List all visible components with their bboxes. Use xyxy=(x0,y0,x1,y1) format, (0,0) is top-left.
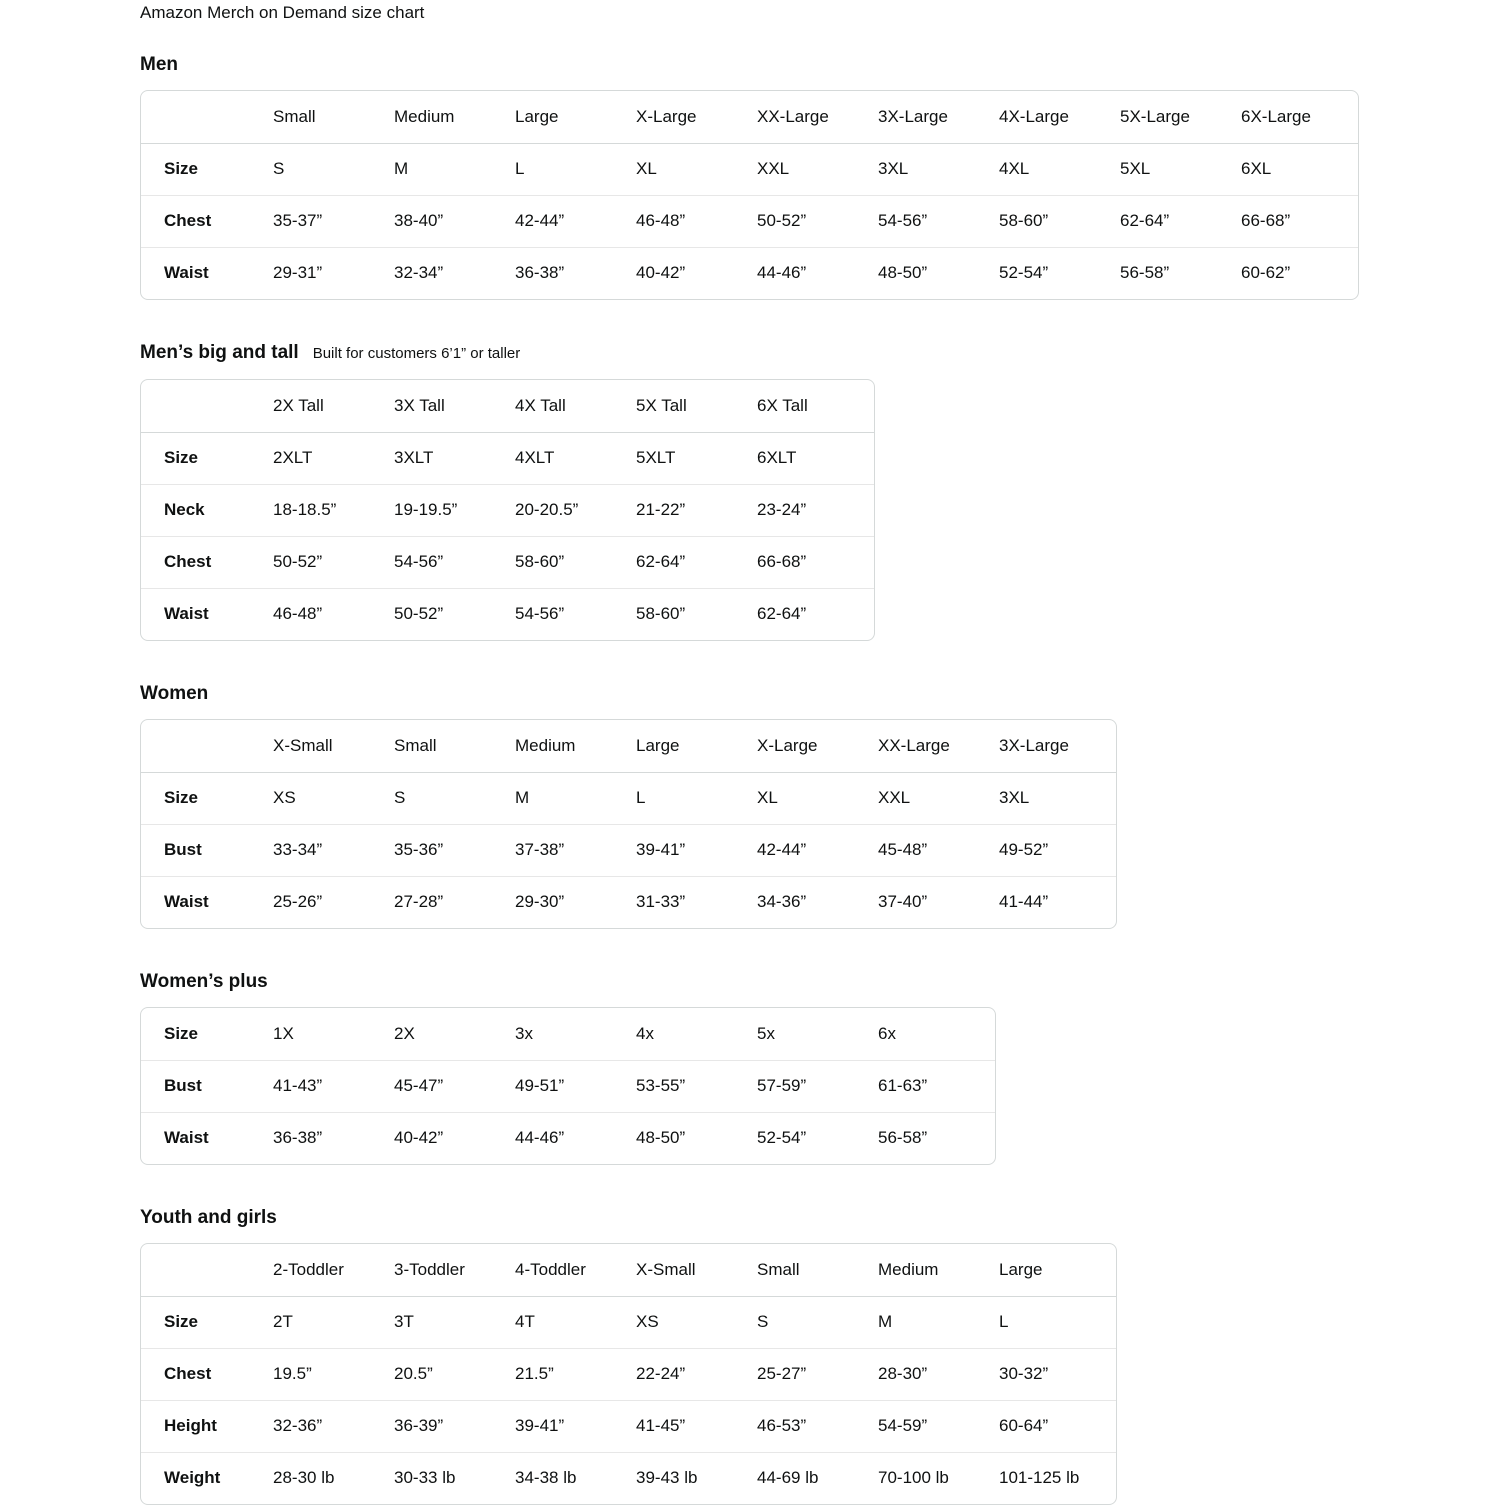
cell-value: 48-50” xyxy=(634,1112,755,1164)
table-row-chest xyxy=(141,536,875,588)
table-row-waist xyxy=(141,247,1359,299)
cell-value: L xyxy=(634,772,755,824)
column-header: 5X-Large xyxy=(1120,106,1190,126)
column-header: 3X Tall xyxy=(394,395,445,415)
cell-value: 23-24” xyxy=(755,484,875,536)
cell-value: 27-28” xyxy=(392,876,513,928)
cell-value: 62-64” xyxy=(755,588,875,640)
section-heading-youth-and-girls: Youth and girls xyxy=(140,1207,277,1228)
cell-value: 36-38” xyxy=(271,1112,392,1164)
cell-value: 39-43 lb xyxy=(634,1452,755,1504)
row-label: Size xyxy=(141,143,271,195)
table-row-size xyxy=(141,1296,1117,1348)
cell-value: 40-42” xyxy=(634,247,755,299)
cell-value: 54-56” xyxy=(876,195,997,247)
size-table-youth-and-girls xyxy=(140,1243,1117,1505)
size-table-womens-plus xyxy=(140,1007,996,1165)
column-header: 5X Tall xyxy=(636,395,687,415)
row-label: Chest xyxy=(141,1348,271,1400)
row-label: Size xyxy=(141,1296,271,1348)
cell-value: 62-64” xyxy=(1118,195,1239,247)
cell-value: 41-44” xyxy=(997,876,1117,928)
table-row-size xyxy=(141,143,1359,195)
size-table-grid-youth-and-girls xyxy=(141,1244,1117,1504)
section-subtitle: Built for customers 6’1” or taller xyxy=(312,345,521,362)
table-row-neck xyxy=(141,484,875,536)
table-row-size xyxy=(141,432,875,484)
cell-value: 1X xyxy=(273,1023,294,1043)
column-header: 6X Tall xyxy=(757,395,808,415)
section-heading-mens-big-and-tall: Men’s big and tall Built for customers 6’1” or taller xyxy=(140,342,521,363)
column-header: XX-Large xyxy=(878,735,950,755)
cell-value: 29-30” xyxy=(513,876,634,928)
cell-value: M xyxy=(392,143,513,195)
cell-value: 60-62” xyxy=(1239,247,1359,299)
cell-value: L xyxy=(513,143,634,195)
table-row-height xyxy=(141,1400,1117,1452)
column-header: Medium xyxy=(515,735,576,755)
column-header: Medium xyxy=(394,106,455,126)
cell-value: 49-52” xyxy=(997,824,1117,876)
cell-value: 3x xyxy=(515,1023,533,1043)
cell-value: 29-31” xyxy=(271,247,392,299)
row-label-spacer xyxy=(141,380,271,432)
column-header: X-Large xyxy=(636,106,697,126)
column-header: Large xyxy=(999,1259,1043,1279)
column-header: 3X-Large xyxy=(878,106,948,126)
cell-value: XS xyxy=(634,1296,755,1348)
cell-value: 5XLT xyxy=(634,432,755,484)
cell-value: 2T xyxy=(271,1296,392,1348)
row-label: Chest xyxy=(141,195,271,247)
table-row-bust xyxy=(141,824,1117,876)
cell-value: 22-24” xyxy=(634,1348,755,1400)
column-header: Small xyxy=(757,1259,800,1279)
column-header: 3-Toddler xyxy=(394,1259,465,1279)
column-header: Small xyxy=(394,735,437,755)
column-header-row xyxy=(141,91,1359,143)
cell-value: 3XL xyxy=(876,143,997,195)
row-label: Neck xyxy=(141,484,271,536)
cell-value: S xyxy=(755,1296,876,1348)
size-table-mens-big-and-tall xyxy=(140,379,875,641)
cell-value: 54-56” xyxy=(513,588,634,640)
row-label: Waist xyxy=(141,247,271,299)
cell-value: 5XL xyxy=(1118,143,1239,195)
column-header: Medium xyxy=(878,1259,939,1279)
row-label: Bust xyxy=(141,1060,271,1112)
cell-value: 6XLT xyxy=(755,432,875,484)
cell-value: S xyxy=(392,772,513,824)
column-header: 4-Toddler xyxy=(515,1259,586,1279)
cell-value: 45-47” xyxy=(392,1060,513,1112)
cell-value: 33-34” xyxy=(271,824,392,876)
cell-value: 39-41” xyxy=(513,1400,634,1452)
cell-value: 46-53” xyxy=(755,1400,876,1452)
cell-value: 32-36” xyxy=(271,1400,392,1452)
cell-value: 37-38” xyxy=(513,824,634,876)
cell-value: XL xyxy=(755,772,876,824)
section-mens-big-and-tall xyxy=(140,340,1499,641)
cell-value: 66-68” xyxy=(755,536,875,588)
cell-value: 35-36” xyxy=(392,824,513,876)
row-label: Bust xyxy=(141,824,271,876)
size-table-grid-womens-plus xyxy=(141,1008,996,1164)
cell-value: 56-58” xyxy=(1118,247,1239,299)
row-label-spacer xyxy=(141,91,271,143)
size-table-grid-mens-big-and-tall xyxy=(141,380,875,640)
cell-value: 18-18.5” xyxy=(271,484,392,536)
cell-value: 25-26” xyxy=(271,876,392,928)
cell-value: 46-48” xyxy=(634,195,755,247)
column-header: X-Small xyxy=(273,735,333,755)
cell-value: 36-38” xyxy=(513,247,634,299)
cell-value: M xyxy=(876,1296,997,1348)
column-header: 2X Tall xyxy=(273,395,324,415)
cell-value: 58-60” xyxy=(634,588,755,640)
cell-value: 41-43” xyxy=(271,1060,392,1112)
row-label-spacer xyxy=(141,1244,271,1296)
cell-value: 54-56” xyxy=(392,536,513,588)
cell-value: 30-33 lb xyxy=(392,1452,513,1504)
cell-value: 66-68” xyxy=(1239,195,1359,247)
cell-value: 46-48” xyxy=(271,588,392,640)
cell-value: 50-52” xyxy=(755,195,876,247)
row-label-spacer xyxy=(141,720,271,772)
section-men xyxy=(140,52,1499,300)
cell-value: 52-54” xyxy=(997,247,1118,299)
cell-value: S xyxy=(271,143,392,195)
cell-value: L xyxy=(997,1296,1117,1348)
table-row-waist xyxy=(141,1112,996,1164)
cell-value: 58-60” xyxy=(997,195,1118,247)
cell-value: 3T xyxy=(392,1296,513,1348)
cell-value: XL xyxy=(634,143,755,195)
cell-value: 58-60” xyxy=(513,536,634,588)
row-label: Size xyxy=(141,772,271,824)
cell-value: 60-64” xyxy=(997,1400,1117,1452)
cell-value: 44-46” xyxy=(513,1112,634,1164)
cell-value: XS xyxy=(271,772,392,824)
cell-value: 44-69 lb xyxy=(755,1452,876,1504)
cell-value: 39-41” xyxy=(634,824,755,876)
cell-value: 2XLT xyxy=(271,432,392,484)
cell-value: 4XLT xyxy=(513,432,634,484)
cell-value: 3XLT xyxy=(392,432,513,484)
row-label: Weight xyxy=(141,1452,271,1504)
cell-value: 4XL xyxy=(997,143,1118,195)
cell-value: 32-34” xyxy=(392,247,513,299)
column-header: X-Small xyxy=(636,1259,696,1279)
column-header-row xyxy=(141,380,875,432)
cell-value: 50-52” xyxy=(271,536,392,588)
cell-value: 42-44” xyxy=(755,824,876,876)
cell-value: 4T xyxy=(513,1296,634,1348)
cell-value: 44-46” xyxy=(755,247,876,299)
cell-value: M xyxy=(513,772,634,824)
size-table-grid-men xyxy=(141,91,1359,299)
cell-value: 62-64” xyxy=(634,536,755,588)
section-heading-women: Women xyxy=(140,683,209,704)
size-table-grid-women xyxy=(141,720,1117,928)
cell-value: 20-20.5” xyxy=(513,484,634,536)
cell-value: 28-30” xyxy=(876,1348,997,1400)
column-header: 2-Toddler xyxy=(273,1259,344,1279)
column-header: Large xyxy=(636,735,680,755)
row-label: Waist xyxy=(141,1112,271,1164)
section-heading-men: Men xyxy=(140,54,178,75)
column-header: XX-Large xyxy=(757,106,829,126)
cell-value: 34-38 lb xyxy=(513,1452,634,1504)
cell-value: 56-58” xyxy=(876,1112,996,1164)
size-table-women xyxy=(140,719,1117,929)
cell-value: 21-22” xyxy=(634,484,755,536)
page-title: Amazon Merch on Demand size chart xyxy=(140,3,425,22)
column-header: 4X Tall xyxy=(515,395,566,415)
column-header: 4X-Large xyxy=(999,106,1069,126)
cell-value: 37-40” xyxy=(876,876,997,928)
section-womens-plus xyxy=(140,969,1499,1165)
cell-value: 35-37” xyxy=(271,195,392,247)
cell-value: 54-59” xyxy=(876,1400,997,1452)
cell-value: 30-32” xyxy=(997,1348,1117,1400)
cell-value: 20.5” xyxy=(392,1348,513,1400)
cell-value: 31-33” xyxy=(634,876,755,928)
row-label: Size xyxy=(164,1023,199,1043)
cell-value: 48-50” xyxy=(876,247,997,299)
column-header: 3X-Large xyxy=(999,735,1069,755)
cell-value: 41-45” xyxy=(634,1400,755,1452)
cell-value: 101-125 lb xyxy=(997,1452,1117,1504)
cell-value: 2X xyxy=(394,1023,415,1043)
cell-value: 40-42” xyxy=(392,1112,513,1164)
section-women xyxy=(140,681,1499,929)
cell-value: 21.5” xyxy=(513,1348,634,1400)
cell-value: 34-36” xyxy=(755,876,876,928)
table-row-chest xyxy=(141,1348,1117,1400)
column-header-row xyxy=(141,720,1117,772)
column-header-row xyxy=(141,1244,1117,1296)
cell-value: 38-40” xyxy=(392,195,513,247)
table-row-chest xyxy=(141,195,1359,247)
cell-value: 25-27” xyxy=(755,1348,876,1400)
cell-value: 6x xyxy=(878,1023,896,1043)
cell-value: 61-63” xyxy=(876,1060,996,1112)
table-row-weight xyxy=(141,1452,1117,1504)
cell-value: 36-39” xyxy=(392,1400,513,1452)
column-header: Small xyxy=(273,106,316,126)
cell-value: 45-48” xyxy=(876,824,997,876)
table-row-waist xyxy=(141,876,1117,928)
row-label: Size xyxy=(141,432,271,484)
row-label: Waist xyxy=(141,876,271,928)
table-row-size xyxy=(141,772,1117,824)
cell-value: XXL xyxy=(755,143,876,195)
row-label: Height xyxy=(141,1400,271,1452)
row-label: Chest xyxy=(141,536,271,588)
cell-value: 5x xyxy=(757,1023,775,1043)
cell-value: 70-100 lb xyxy=(876,1452,997,1504)
cell-value: 6XL xyxy=(1239,143,1359,195)
cell-value: 53-55” xyxy=(634,1060,755,1112)
cell-value: 28-30 lb xyxy=(271,1452,392,1504)
cell-value: 50-52” xyxy=(392,588,513,640)
section-youth-and-girls xyxy=(140,1205,1499,1505)
cell-value: 4x xyxy=(636,1023,654,1043)
cell-value: 52-54” xyxy=(755,1112,876,1164)
cell-value: 3XL xyxy=(997,772,1117,824)
cell-value: 42-44” xyxy=(513,195,634,247)
cell-value: 57-59” xyxy=(755,1060,876,1112)
row-label: Waist xyxy=(141,588,271,640)
size-table-men xyxy=(140,90,1359,300)
sections xyxy=(140,52,1499,1505)
cell-value: 19-19.5” xyxy=(392,484,513,536)
column-header: Large xyxy=(515,106,559,126)
cell-value: 49-51” xyxy=(513,1060,634,1112)
cell-value: 19.5” xyxy=(271,1348,392,1400)
table-row-waist xyxy=(141,588,875,640)
section-heading-womens-plus: Women’s plus xyxy=(140,971,268,992)
table-row-bust xyxy=(141,1060,996,1112)
table-row-size xyxy=(141,1008,996,1060)
column-header: X-Large xyxy=(757,735,818,755)
cell-value: XXL xyxy=(876,772,997,824)
column-header: 6X-Large xyxy=(1241,106,1311,126)
